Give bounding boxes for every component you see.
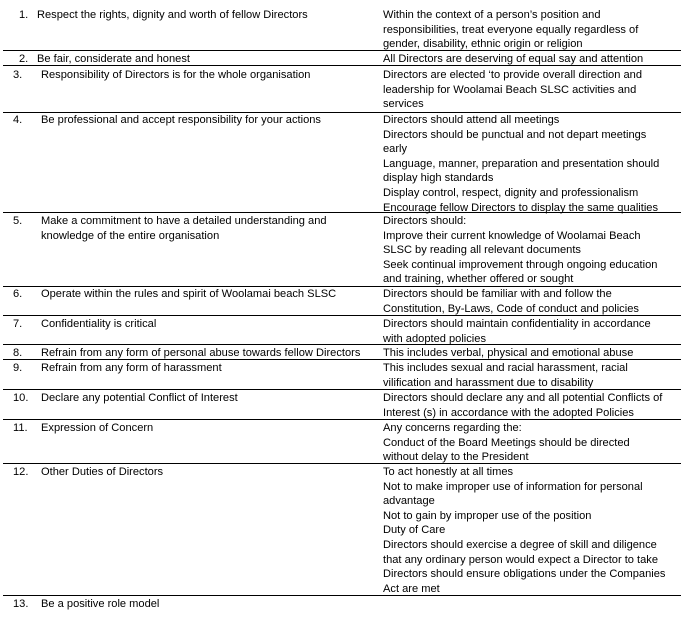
- detail-line: Directors should exercise a degree of skill and diligence: [383, 538, 657, 551]
- detail-line: Interest (s) in accordance with the adopted Policies: [383, 406, 634, 419]
- table-row: [0, 596, 684, 614]
- row-number: 12.: [13, 466, 29, 478]
- row-heading: Be fair, considerate and honest: [37, 53, 190, 65]
- row-number: 11.: [13, 422, 28, 434]
- table-row: [0, 8, 684, 51]
- row-number: 5.: [13, 215, 23, 227]
- row-heading: Be a positive role model: [41, 598, 160, 610]
- detail-line: early: [383, 143, 408, 156]
- row-number: 2.: [19, 53, 29, 65]
- row-details-cell: [383, 68, 681, 112]
- detail-line: without delay to the President: [383, 451, 529, 464]
- row-details-cell: [383, 317, 681, 346]
- table-row: [0, 51, 684, 66]
- row-heading-cell: [13, 465, 368, 480]
- detail-line: Within the context of a person’s position and: [383, 9, 601, 21]
- row-heading-cell: [13, 391, 368, 406]
- table-row: [0, 420, 684, 464]
- detail-line: Language, manner, preparation and presentation should: [383, 157, 660, 170]
- row-number: 8.: [13, 347, 23, 359]
- table-row: [0, 113, 684, 213]
- row-heading-cell: [13, 214, 368, 243]
- row-heading: Make a commitment to have a detailed understanding and: [41, 215, 327, 227]
- row-number: 13.: [13, 598, 29, 610]
- table-row: [0, 66, 684, 113]
- detail-line: Conduct of the Board Meetings should be directed: [383, 436, 630, 449]
- row-details-cell: [383, 214, 681, 287]
- detail-line: Directors should be familiar with and follow the: [383, 288, 612, 300]
- row-details-cell: [383, 287, 681, 316]
- row-heading-cell: [13, 113, 368, 128]
- row-heading: Refrain from any form of personal abuse towards fellow Directors: [41, 347, 361, 359]
- row-number: 1.: [19, 9, 29, 21]
- detail-line: Directors should ensure obligations under the Companies: [383, 568, 666, 581]
- detail-line: Not to make improper use of information for personal: [383, 480, 643, 493]
- table-row: [0, 316, 684, 345]
- row-details-cell: [383, 361, 681, 390]
- detail-line: To act honestly at all times: [383, 466, 514, 478]
- detail-line: Duty of Care: [383, 524, 446, 537]
- detail-line: All Directors are deserving of equal say and attention: [383, 53, 644, 65]
- row-heading: Be professional and accept responsibility for your actions: [41, 114, 321, 126]
- detail-line: with adopted policies: [383, 332, 486, 345]
- row-details-cell: [383, 391, 681, 420]
- detail-line: Improve their current knowledge of Woolamai Beach: [383, 229, 641, 242]
- detail-line: Directors should:: [383, 215, 467, 227]
- row-heading: Refrain from any form of harassment: [41, 362, 222, 374]
- detail-line: services: [383, 98, 424, 111]
- table-row: [0, 360, 684, 390]
- row-details-cell: [383, 8, 681, 52]
- row-details-cell: [383, 113, 681, 215]
- row-number: 9.: [13, 362, 23, 374]
- detail-line: Directors should attend all meetings: [383, 114, 560, 126]
- row-number: 4.: [13, 114, 23, 126]
- row-heading-cell: [13, 597, 368, 612]
- detail-line: vilification and harassment due to disability: [383, 376, 594, 389]
- detail-line: leadership for Woolamai Beach SLSC activities and: [383, 83, 637, 96]
- row-heading-cell: [13, 68, 368, 83]
- row-heading: Confidentiality is critical: [41, 318, 157, 330]
- detail-line: Encourage fellow Directors to display the same qualities: [383, 201, 659, 214]
- detail-line: Directors should maintain confidentiality in accordance: [383, 318, 651, 330]
- table-row: [0, 390, 684, 420]
- table-row: [0, 287, 684, 316]
- detail-line: This includes sexual and racial harassment, racial: [383, 362, 628, 374]
- row-number: 10.: [13, 392, 29, 404]
- row-heading-cell: [13, 346, 368, 361]
- row-heading-cell: [19, 8, 374, 23]
- detail-line: Constitution, By-Laws, Code of conduct and policies: [383, 302, 639, 315]
- row-number: 7.: [13, 318, 23, 330]
- detail-line: Seek continual improvement through ongoing education: [383, 258, 658, 271]
- detail-line: Act are met: [383, 582, 440, 595]
- table-row: [0, 464, 684, 596]
- row-heading: Operate within the rules and spirit of Woolamai beach SLSC: [41, 288, 337, 300]
- detail-line: responsibilities, treat everyone equally regardless of: [383, 23, 639, 36]
- detail-line: display high standards: [383, 172, 494, 185]
- detail-line: advantage: [383, 495, 435, 508]
- detail-line: Directors are elected ‘to provide overall direction and: [383, 69, 642, 81]
- detail-line: SLSC by reading all relevant documents: [383, 244, 581, 257]
- row-details-cell: [383, 346, 681, 361]
- table-row: [0, 213, 684, 287]
- detail-line: gender, disability, ethnic origin or religion: [383, 38, 583, 51]
- row-heading-cell: [13, 317, 368, 332]
- detail-line: Directors should declare any and all potential Conflicts of: [383, 392, 663, 404]
- detail-line: Any concerns regarding the:: [383, 422, 522, 434]
- row-heading: Respect the rights, dignity and worth of fellow Directors: [37, 9, 308, 21]
- row-heading-cell: [13, 287, 368, 302]
- row-heading: Expression of Concern: [41, 422, 154, 434]
- row-heading-cell: [19, 52, 374, 67]
- table-row: [0, 345, 684, 360]
- row-heading: Responsibility of Directors is for the whole organisation: [41, 69, 311, 81]
- detail-line: that any ordinary person would expect a Director to take: [383, 553, 659, 566]
- row-heading-cell: [13, 361, 368, 376]
- row-heading-continued: knowledge of the entire organisation: [41, 229, 220, 242]
- detail-line: Directors should be punctual and not depart meetings: [383, 128, 647, 141]
- detail-line: Not to gain by improper use of the position: [383, 509, 592, 522]
- row-details-cell: [383, 52, 681, 67]
- row-number: 6.: [13, 288, 23, 300]
- row-details-cell: [383, 465, 681, 596]
- detail-line: Display control, respect, dignity and professionalism: [383, 186, 639, 199]
- detail-line: and training, whether offered or sought: [383, 273, 574, 286]
- row-heading: Other Duties of Directors: [41, 466, 164, 478]
- row-number: 3.: [13, 69, 23, 81]
- detail-line: This includes verbal, physical and emotional abuse: [383, 347, 634, 359]
- row-heading-cell: [13, 421, 368, 436]
- row-heading: Declare any potential Conflict of Interest: [41, 392, 238, 404]
- row-details-cell: [383, 421, 681, 465]
